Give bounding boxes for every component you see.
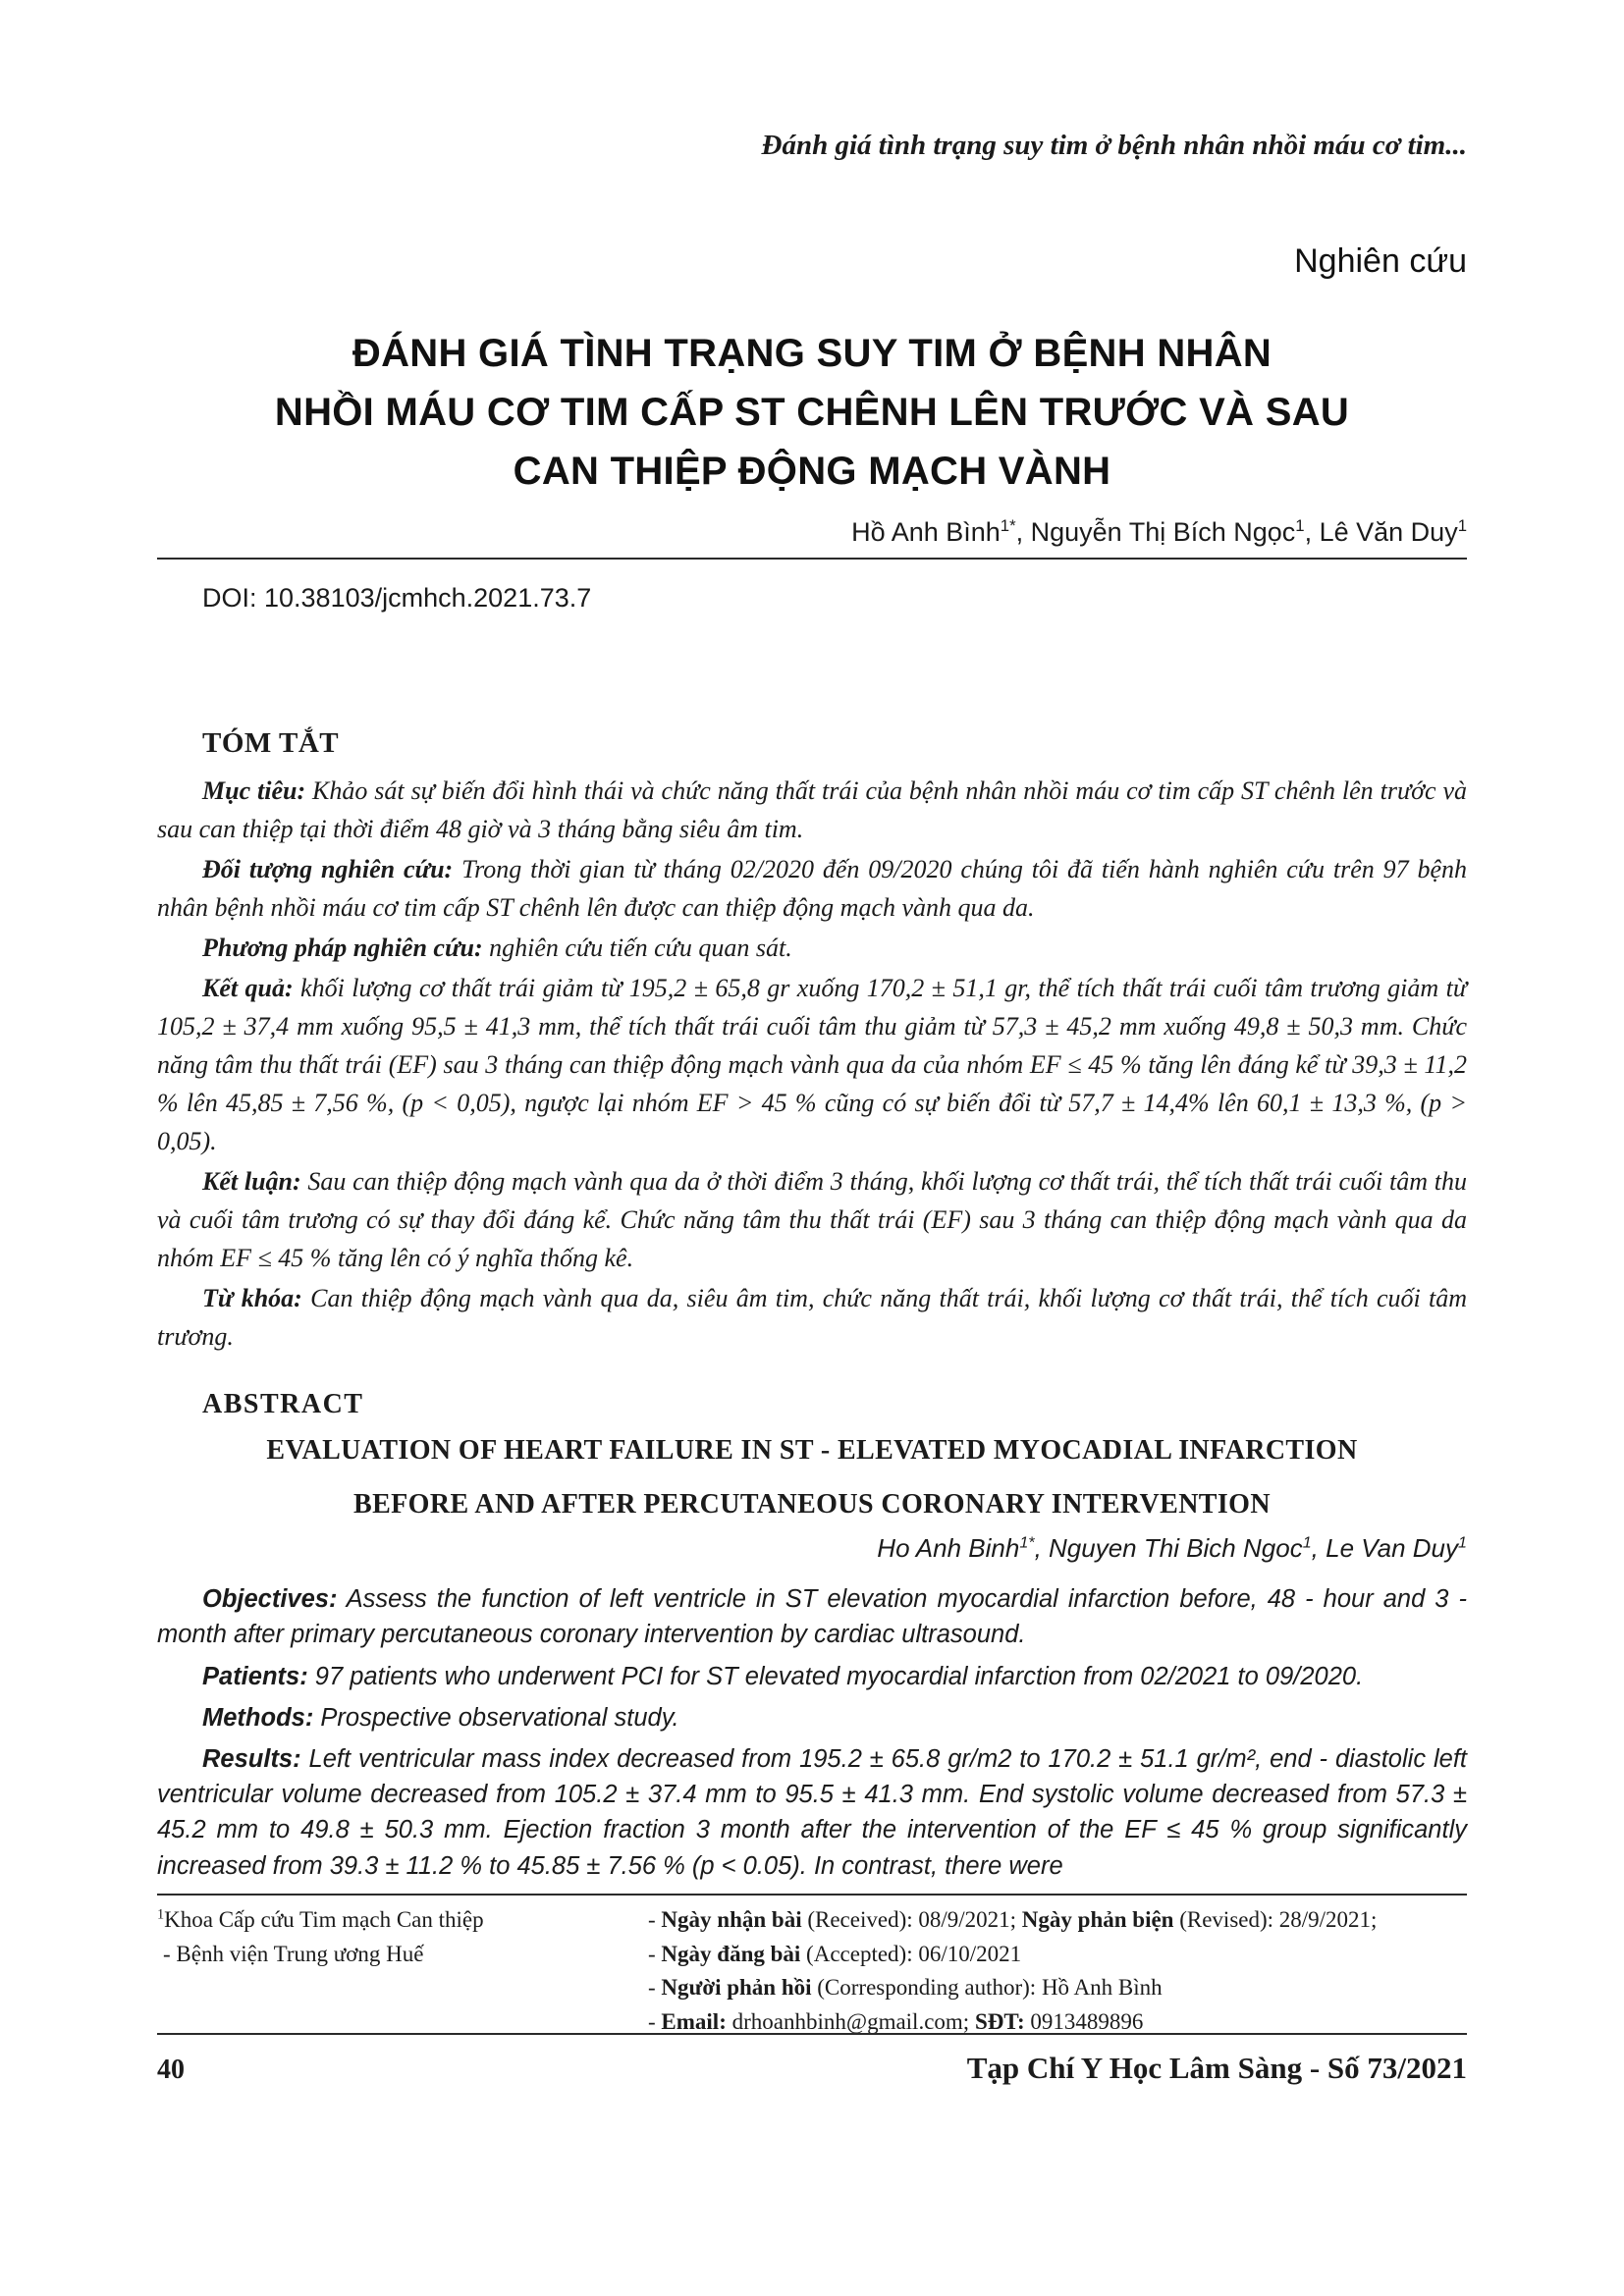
header-divider-rule xyxy=(157,558,1467,560)
author-affiliation-mark: 1 xyxy=(1457,516,1467,535)
abstract-en-paragraph-patients xyxy=(157,1659,1467,1694)
footnote-area xyxy=(157,1894,1467,2039)
author-affiliation-mark: 1 xyxy=(1302,1533,1312,1552)
paragraph-label: Objectives: xyxy=(202,1585,338,1614)
affiliation-mark: 1 xyxy=(157,1906,165,1923)
note-text: 0913489896 xyxy=(1024,2008,1144,2034)
footer-divider-rule xyxy=(157,2033,1467,2035)
author-affiliation-mark: 1 xyxy=(1458,1533,1467,1552)
note-label: Email: xyxy=(661,2008,727,2034)
author-affiliation-mark: 1* xyxy=(1000,516,1016,535)
abstract-en-paragraph-objectives xyxy=(157,1581,1467,1652)
note-text: drhoanhbinh@gmail.com; xyxy=(726,2008,975,2034)
affiliation-line xyxy=(157,1903,619,1938)
note-text: (Revised): 28/9/2021; xyxy=(1173,1907,1378,1932)
article-title-line: NHỒI MÁU CƠ TIM CẤP ST CHÊNH LÊN TRƯỚC VÀ SAU xyxy=(274,391,1350,434)
author-name: , Lê Văn Duy xyxy=(1304,517,1458,547)
note-text: (Accepted): 06/10/2021 xyxy=(800,1941,1022,1966)
author-name: Hồ Anh Bình xyxy=(851,517,1001,547)
note-label: Người phản hồi xyxy=(661,1975,812,2000)
abstract-vi-paragraph-keywords xyxy=(157,1279,1467,1356)
paragraph-text: nghiên cứu tiến cứu quan sát. xyxy=(482,934,792,962)
paragraph-text: Left ventricular mass index decreased from 195.2 ± 65.8 gr/m2 to 170.2 ± 51.1 gr/m², end - diastolic left ventricular volume decreased from 105.2 ± 37.4 mm to 95.5 ± 41.3 mm. End systolic volume decreased from 57.3 ± 45.2 mm to 49.8 ± 50.3 mm. Ejection fraction 3 month after the intervention of the EF ≤ 45 % group significantly increased from 39.3 ± 11.2 % to 45.85 ± 7.56 % (p < 0.05). In contrast, there were xyxy=(157,1745,1467,1880)
note-dash: - xyxy=(648,1907,662,1932)
paragraph-label: Kết quả: xyxy=(202,974,294,1002)
note-label: Ngày đăng bài xyxy=(661,1941,801,1966)
editorial-notes xyxy=(619,1903,1467,2039)
page-footer xyxy=(157,2033,1467,2086)
paragraph-text: Khảo sát sự biến đổi hình thái và chức năng thất trái của bệnh nhân nhồi máu cơ tim cấp ST chênh lên trước và sau can thiệp tại thời điểm 48 giờ và 3 tháng bằng siêu âm tim. xyxy=(157,776,1467,843)
author-name: , Nguyễn Thị Bích Ngọc xyxy=(1015,517,1296,547)
author-name: , Nguyen Thi Bich Ngoc xyxy=(1034,1533,1303,1564)
authors-vietnamese xyxy=(157,516,1467,548)
abstract-vi-paragraph-methods xyxy=(157,929,1467,967)
journal-name: Tạp Chí Y Học Lâm Sàng - Số 73/2021 xyxy=(966,2051,1467,2085)
abstract-vi-paragraph-subjects xyxy=(157,850,1467,927)
author-name: , Le Van Duy xyxy=(1311,1533,1459,1564)
note-accepted xyxy=(648,1938,1467,1972)
paragraph-label: Patients: xyxy=(202,1662,308,1690)
paragraph-label: Phương pháp nghiên cứu: xyxy=(202,934,483,962)
paragraph-text: khối lượng cơ thất trái giảm từ 195,2 ± 65,8 gr xuống 170,2 ± 51,1 gr, thể tích thất trái cuối tâm trương giảm từ 105,2 ± 37,4 mm xuống 95,5 ± 41,3 mm, thể tích thất trái cuối tâm thu giảm từ 57,3 ± 45,2 mm xuống 49,8 ± 50,3 mm. Chức năng tâm thu thất trái (EF) sau 3 tháng can thiệp động mạch vành qua da của nhóm EF ≤ 45 % tăng lên đáng kể từ 39,3 ± 11,2 % lên 45,85 ± 7,56 %, (p < 0,05), ngược lại nhóm EF > 45 % cũng có sự biến đổi từ 57,7 ± 14,4% lên 60,1 ± 13,3 %, (p > 0,05). xyxy=(157,974,1467,1155)
doi-text: DOI: 10.38103/jcmhch.2021.73.7 xyxy=(202,583,592,613)
paragraph-text: Can thiệp động mạch vành qua da, siêu âm tim, chức năng thất trái, khối lượng cơ thất trái, thể tích cuối tâm trương. xyxy=(157,1284,1468,1351)
author-affiliation xyxy=(157,1903,619,2039)
paragraph-label: Results: xyxy=(202,1745,301,1773)
author-name: Ho Anh Binh xyxy=(877,1533,1020,1564)
footer-bar xyxy=(157,2051,1467,2086)
abstract-vi-paragraph-objectives xyxy=(157,772,1467,848)
abstract-vi-paragraph-conclusion xyxy=(157,1162,1467,1277)
abstract-en-heading: ABSTRACT xyxy=(202,1389,364,1419)
paragraph-text: Sau can thiệp động mạch vành qua da ở thời điểm 3 tháng, khối lượng cơ thất trái, thể tích thất trái cuối tâm thu và cuối tâm trương có sự thay đổi đáng kể. Chức năng tâm thu thất trái (EF) sau 3 tháng can thiệp động mạch vành qua da nhóm EF ≤ 45 % tăng lên có ý nghĩa thống kê. xyxy=(157,1167,1467,1272)
note-corresponding-author xyxy=(648,1971,1467,2005)
affiliation-line: - Bệnh viện Trung ương Huế xyxy=(163,1941,424,1966)
abstract-en-paragraph-results xyxy=(157,1741,1467,1884)
paragraph-label: Mục tiêu: xyxy=(202,776,306,805)
authors-english xyxy=(157,1533,1467,1564)
abstract-en-title-line: BEFORE AND AFTER PERCUTANEOUS CORONARY INTERVENTION xyxy=(353,1488,1271,1520)
note-dash: - xyxy=(648,1941,662,1966)
paragraph-label: Đối tượng nghiên cứu: xyxy=(202,855,454,883)
paragraph-text: Trong thời gian từ tháng 02/2020 đến 09/2020 chúng tôi đã tiến hành nghiên cứu trên 97 bệnh nhân bệnh nhồi máu cơ tim cấp ST chênh lên được can thiệp động mạch vành qua da. xyxy=(157,855,1468,922)
abstract-en-title-line: EVALUATION OF HEART FAILURE IN ST - ELEVATED MYOCADIAL INFARCTION xyxy=(266,1435,1358,1466)
paragraph-label: Từ khóa: xyxy=(202,1284,302,1312)
abstract-vi-heading: TÓM TẮT xyxy=(202,727,340,759)
article-type-label: Nghiên cứu xyxy=(1294,242,1467,280)
abstract-vi-paragraph-results xyxy=(157,969,1467,1160)
article-title-line: ĐÁNH GIÁ TÌNH TRẠNG SUY TIM Ở BỆNH NHÂN xyxy=(352,332,1272,375)
note-received-revised xyxy=(648,1903,1467,1938)
paragraph-text: Assess the function of left ventricle in ST elevation myocardial infarction before, 48 - hour and 3 - month after primary percutaneous coronary intervention by cardiac ultrasound. xyxy=(157,1585,1467,1649)
abstract-en-paragraph-methods xyxy=(157,1700,1467,1735)
note-dash: - xyxy=(648,2008,662,2034)
note-dash: - xyxy=(648,1975,662,2000)
affiliation-text: Khoa Cấp cứu Tim mạch Can thiệp xyxy=(164,1907,484,1932)
paragraph-label: Methods: xyxy=(202,1703,314,1732)
running-head: Đánh giá tình trạng suy tim ở bệnh nhân nhồi máu cơ tim... xyxy=(761,130,1467,161)
note-label: Ngày nhận bài xyxy=(661,1907,802,1932)
paragraph-text: Prospective observational study. xyxy=(313,1703,679,1732)
note-text: (Corresponding author): Hồ Anh Bình xyxy=(811,1975,1163,2000)
article-title-line: CAN THIỆP ĐỘNG MẠCH VÀNH xyxy=(513,450,1111,493)
note-text: (Received): 08/9/2021; xyxy=(801,1907,1022,1932)
paragraph-label: Kết luận: xyxy=(202,1167,301,1196)
author-affiliation-mark: 1 xyxy=(1295,516,1305,535)
page-number: 40 xyxy=(157,2055,185,2085)
note-label: SĐT: xyxy=(974,2008,1025,2034)
author-affiliation-mark: 1* xyxy=(1019,1533,1035,1552)
article-title xyxy=(157,324,1467,501)
abstract-en-title xyxy=(157,1424,1467,1531)
paragraph-text: 97 patients who underwent PCI for ST elevated myocardial infarction from 02/2021 to 09/2020. xyxy=(307,1662,1364,1690)
note-label: Ngày phản biện xyxy=(1021,1907,1174,1932)
footnote-columns xyxy=(157,1896,1467,2039)
